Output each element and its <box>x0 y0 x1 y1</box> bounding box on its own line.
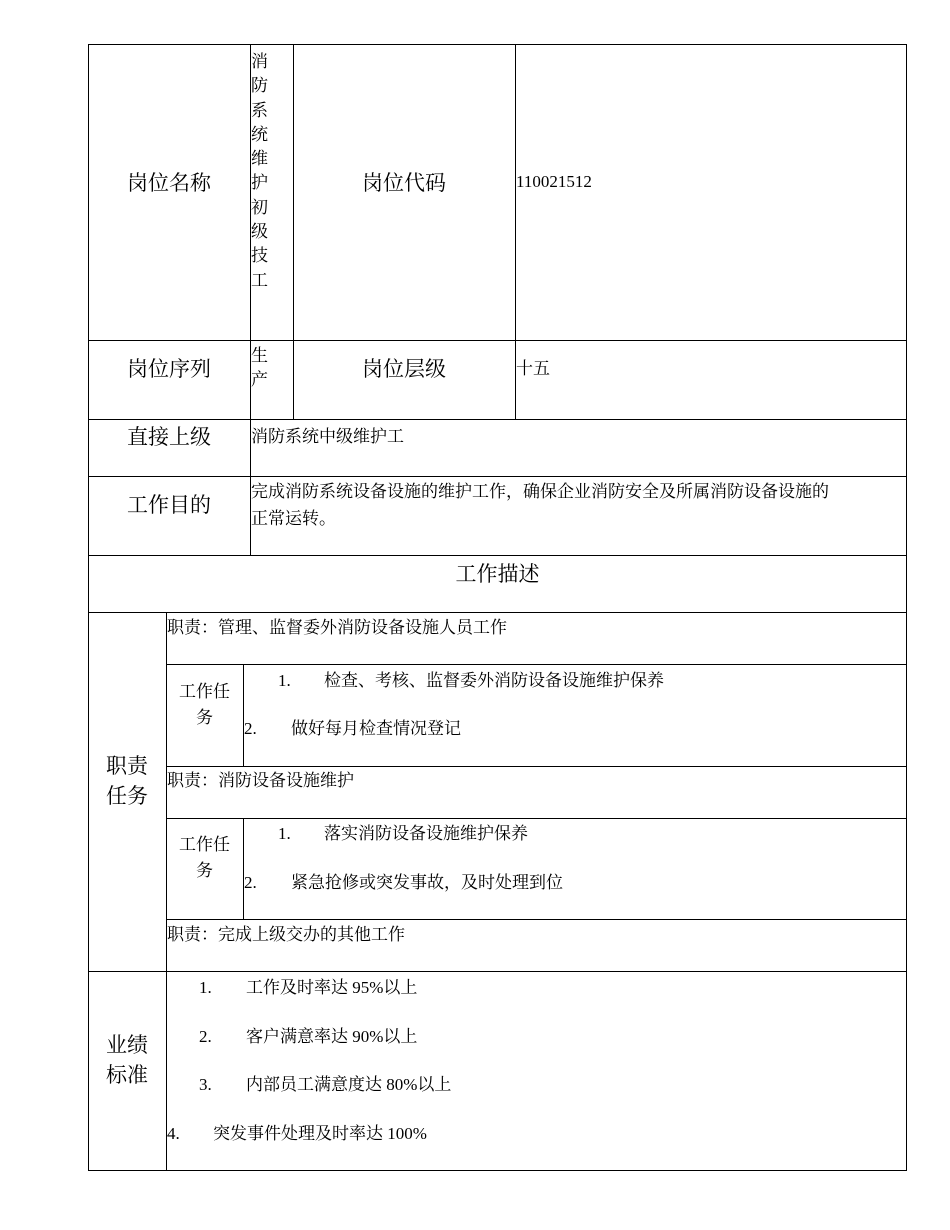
row-divider <box>166 664 907 665</box>
task-number: 1. <box>278 824 291 843</box>
sequence-value: 生产 <box>251 346 268 390</box>
standard-number: 3. <box>199 1075 212 1094</box>
post-code-value: 110021512 <box>516 172 592 191</box>
row-divider <box>88 419 907 420</box>
table-border-top <box>88 44 907 45</box>
task-label <box>166 832 243 884</box>
description-title: 工作描述 <box>455 562 540 586</box>
duty-title: 职责：管理、监督委外消防设备设施人员工作 <box>167 618 507 637</box>
standard-text: 客户满意率达 90%以上 <box>246 1027 418 1046</box>
task-label-line-1: 工作任 <box>179 682 230 701</box>
post-code-label: 岗位代码 <box>362 171 446 195</box>
task-text: 做好每月检查情况登记 <box>291 719 461 738</box>
task-number: 2. <box>244 719 257 738</box>
task-label-line-2: 务 <box>196 861 213 880</box>
task-label-line-2: 务 <box>196 708 213 727</box>
standard-number: 2. <box>199 1027 212 1046</box>
level-label: 岗位层级 <box>362 357 446 381</box>
row-divider <box>166 818 907 819</box>
standard-number: 4. <box>167 1124 180 1143</box>
level-value: 十五 <box>516 359 550 378</box>
task-text: 紧急抢修或突发事故，及时处理到位 <box>291 873 563 892</box>
table-border-left <box>88 44 89 1171</box>
row-divider <box>88 555 907 556</box>
task-label-line-1: 工作任 <box>179 835 230 854</box>
task-text: 检查、考核、监督委外消防设备设施维护保养 <box>324 671 664 690</box>
standard-text: 工作及时率达 95%以上 <box>246 978 418 997</box>
duties-label <box>88 751 166 811</box>
task-text: 落实消防设备设施维护保养 <box>324 824 528 843</box>
purpose-line-1: 完成消防系统设备设施的维护工作，确保企业消防安全及所属消防设备设施的 <box>251 482 829 501</box>
sequence-label: 岗位序列 <box>127 357 211 381</box>
table-border-bottom <box>88 1170 907 1171</box>
row-divider <box>88 340 907 341</box>
row-divider <box>166 766 907 767</box>
performance-label <box>88 1030 166 1090</box>
row-divider <box>88 971 907 972</box>
task-number: 2. <box>244 873 257 892</box>
duties-label-line-1: 职责 <box>106 754 148 778</box>
duty-title: 职责：完成上级交办的其他工作 <box>167 925 405 944</box>
standard-text: 内部员工满意度达 80%以上 <box>246 1075 452 1094</box>
row-divider <box>88 476 907 477</box>
task-number: 1. <box>278 671 291 690</box>
performance-label-line-1: 业绩 <box>106 1033 148 1057</box>
duty-title: 职责：消防设备设施维护 <box>167 771 354 790</box>
performance-label-line-2: 标准 <box>106 1063 148 1087</box>
purpose-label: 工作目的 <box>127 493 211 517</box>
task-label <box>166 679 243 731</box>
superior-label: 直接上级 <box>127 425 211 449</box>
post-name-value: 消防系统维护初级技工 <box>251 52 268 290</box>
row-divider <box>88 612 907 613</box>
post-name-label: 岗位名称 <box>127 171 211 195</box>
standard-number: 1. <box>199 978 212 997</box>
standard-text: 突发事件处理及时率达 100% <box>213 1124 427 1143</box>
superior-value: 消防系统中级维护工 <box>251 427 404 446</box>
col-divider <box>243 818 244 920</box>
purpose-line-2: 正常运转。 <box>251 509 336 528</box>
duties-label-line-2: 任务 <box>106 784 148 808</box>
row-divider <box>166 919 907 920</box>
table-border-right <box>906 44 907 1171</box>
